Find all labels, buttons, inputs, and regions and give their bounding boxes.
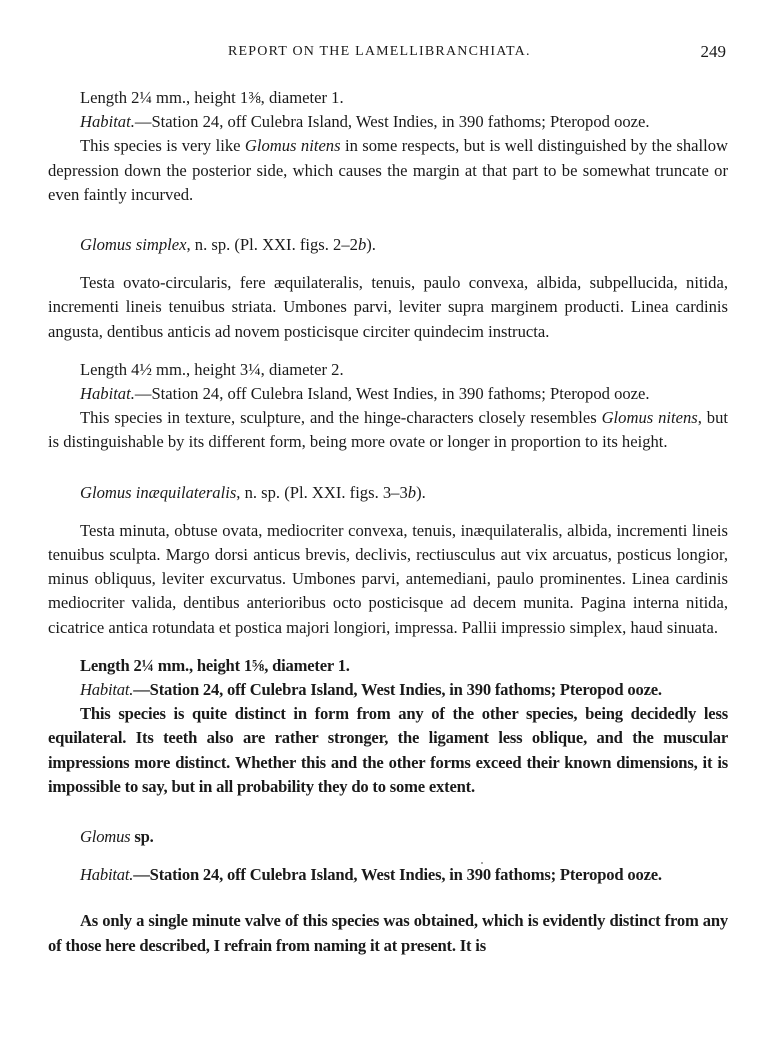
species-ref: Glomus nitens [244, 136, 341, 156]
bold-section [48, 654, 728, 958]
species-suffix: , n. sp. (Pl. XXI. figs. 3–3 [236, 482, 408, 502]
habitat-glomus-sp [48, 863, 728, 887]
figure-letter: b [407, 482, 417, 502]
heading-close: ). [416, 482, 426, 502]
habitat-inaequilateralis [48, 678, 728, 702]
remark-inaequilateralis: This species is quite distinct in form from any of the other species, being decidedly less equilateral. Its teeth also are rather stronger, the ligament less oblique, and the muscular impressions more distinct. Whether this and the other forms exceed their known dimensions, it is impossible to say, but in all probability they do to some extent. [48, 704, 728, 796]
habitat-text: —Station 24, off Culebra Island, West Indies, in 390 fathoms; Pteropod ooze. [134, 112, 650, 132]
habitat-simplex [48, 382, 728, 406]
remark-text: This species is very like [80, 136, 245, 156]
body-text [48, 86, 728, 958]
habitat-text: —Station 24, off Culebra Island, West Indies, in 390 fathoms; Pteropod ooze. [133, 865, 662, 885]
remark-text: , but is distinguishable by its different form, being more ovate or longer in proportion to its height. [48, 408, 728, 452]
habitat-label: Habitat. [80, 384, 135, 404]
species-name: Glomus simplex [80, 235, 187, 255]
figure-letter: b [357, 235, 367, 255]
species-heading-inaequilateralis [48, 481, 728, 505]
species-name: Glomus inæquilateralis [80, 482, 237, 502]
remark-simplex [48, 406, 728, 454]
heading-close: ). [366, 235, 376, 255]
habitat-label: Habitat. [80, 112, 135, 132]
species-ref: Glomus nitens [601, 408, 698, 428]
species-suffix: , n. sp. (Pl. XXI. figs. 2–2 [186, 235, 358, 255]
habitat-label: Habitat. [80, 680, 134, 700]
habitat-1 [48, 110, 728, 134]
habitat-text: —Station 24, off Culebra Island, West Indies, in 390 fathoms; Pteropod ooze. [133, 680, 662, 700]
species-heading-glomus-sp [48, 825, 728, 849]
latin-description-inaequilateralis: Testa minuta, obtuse ovata, mediocriter convexa, tenuis, inæquilateralis, albida, incrementi lineis tenuibus sculpta. Margo dorsi anticus brevis, declivis, rectiusculus aut vix arcuatus, posticus longior, minus obliquus, leviter excurvatus. Umbones parvi, antemediani, paulo prominentes. Linea cardinis mediocriter valida, dentibus anterioribus octo posticisque ad decem munita. Pagina interna nitida, cicatrice antica rotundata et postica majori longiori, impressa. Pallii impressio simplex, haud sinuata. [48, 520, 728, 637]
remark-1 [48, 134, 728, 207]
page-header [0, 44, 776, 64]
measurements-1: Length 2¼ mm., height 1⅜, diameter 1. [80, 88, 344, 107]
remark-text: This species in texture, sculpture, and the hinge-characters closely resembles [80, 408, 602, 428]
latin-description-simplex: Testa ovato-circularis, fere æquilateralis, tenuis, paulo convexa, albida, subpellucida, nitida, incrementi lineis tenuibus striata. Umbones parvi, leviter supra marginem producti. Linea cardinis angusta, dentibus anticis ad novem posticisque circiter quindecim instructa. [48, 273, 728, 341]
running-title: REPORT ON THE LAMELLIBRANCHIATA. [228, 44, 531, 59]
measurements-simplex: Length 4½ mm., height 3¼, diameter 2. [80, 359, 344, 379]
species-name: Glomus [80, 827, 131, 847]
scan-speck [481, 862, 483, 864]
species-suffix: sp. [130, 827, 154, 847]
species-heading-simplex [48, 233, 728, 257]
habitat-text: —Station 24, off Culebra Island, West Indies, in 390 fathoms; Pteropod ooze. [134, 384, 650, 404]
remark-glomus-sp: As only a single minute valve of this species was obtained, which is evidently distinct from any of those here described, I refrain from naming it at present. It is [48, 911, 728, 955]
measurements-inaequilateralis: Length 2¼ mm., height 1⅝, diameter 1. [80, 655, 350, 675]
habitat-label: Habitat. [80, 865, 134, 885]
remark-text: in some respects, but is well distinguished by the shallow depression down the posterior side, which causes the margin at that part to be somewhat truncate or even faintly incurved. [48, 136, 728, 204]
page-number: 249 [700, 42, 726, 61]
